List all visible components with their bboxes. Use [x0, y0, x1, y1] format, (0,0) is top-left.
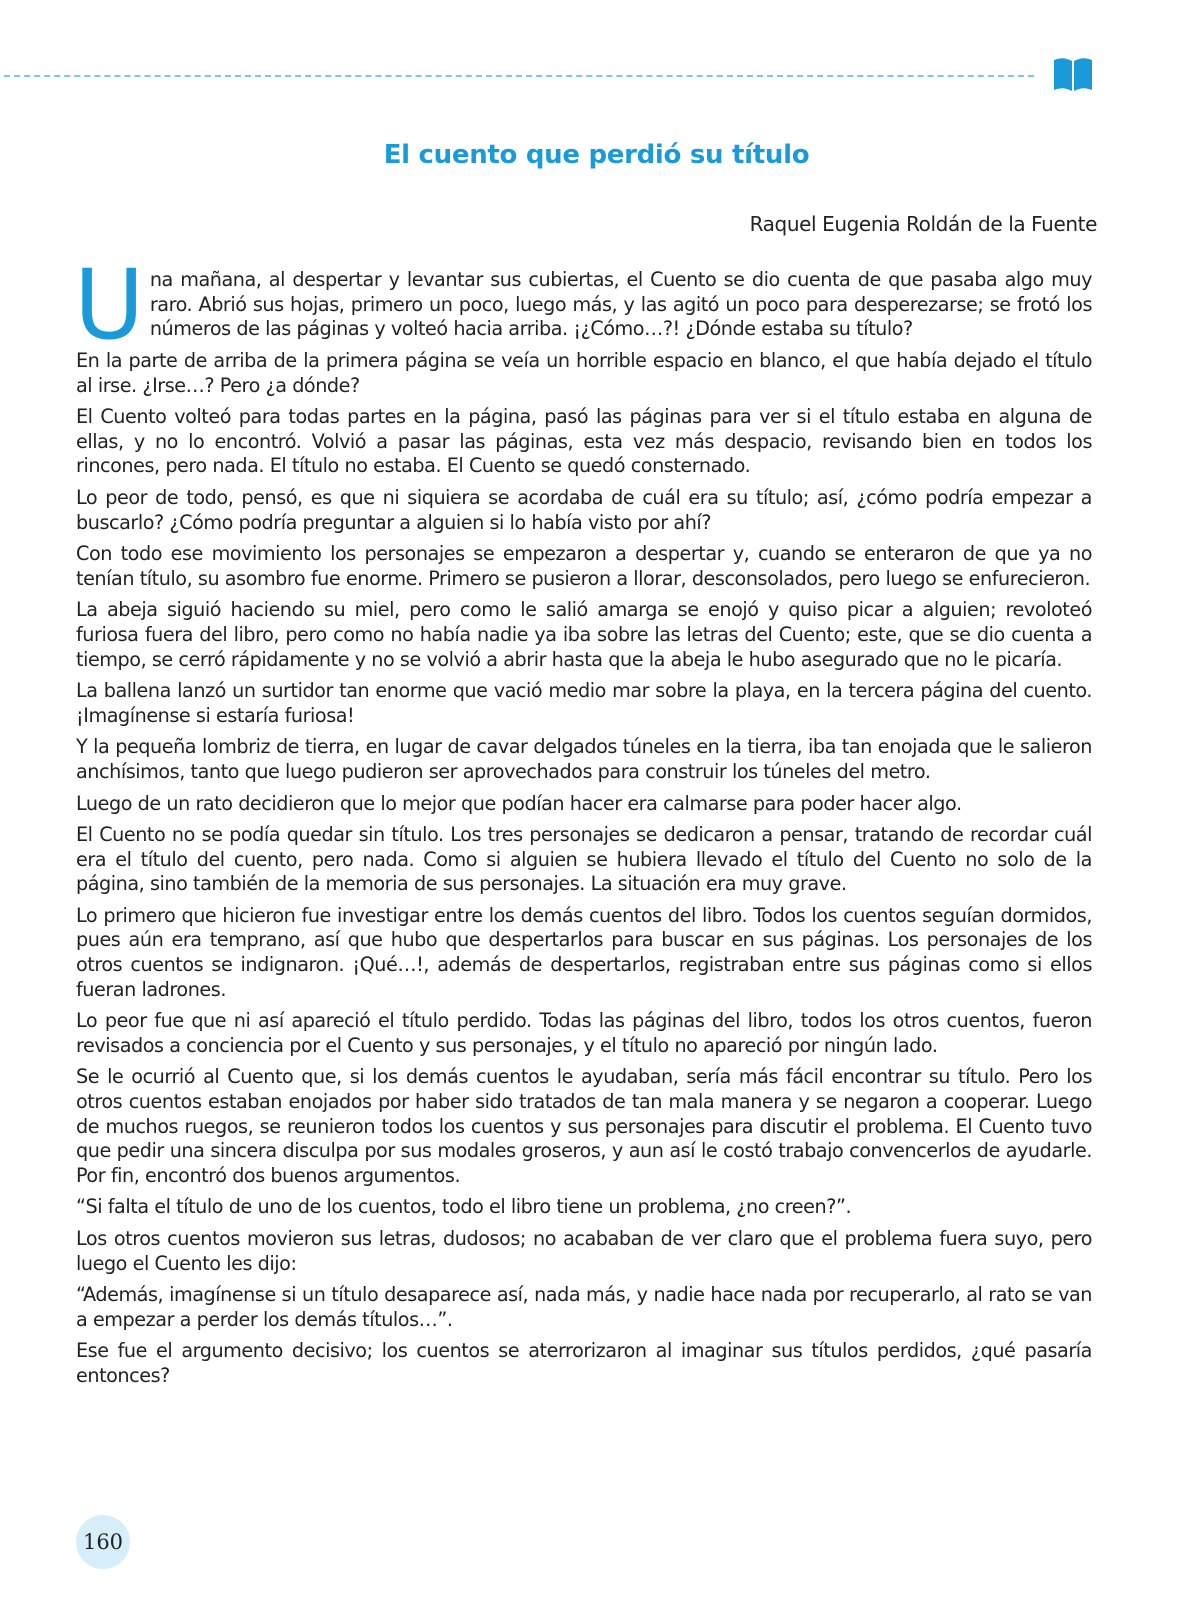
paragraph: Luego de un rato decidieron que lo mejor que podían hacer era calmarse para poder hacer algo. [76, 791, 962, 815]
paragraph: El Cuento volteó para todas partes en la página, pasó las páginas para ver si el título estaba en alguna de ellas, y no lo encontró. Volvió a pasar las páginas, esta vez más despacio, revisando bien en todos los rincones, pero nada. El título no estaba. El Cuento se quedó consternado. [76, 405, 1092, 478]
paragraph-1 [74, 249, 1092, 361]
paragraph: La abeja siguió haciendo su miel, pero como le salió amarga se enojó y quiso picar a alguien; revoloteó furiosa fuera del libro, pero como no había nadie ya iba sobre las letras del Cuento; este, que se dio cuenta a tiempo, se cerró rápidamente y no se volvió a abrir hasta que la abeja le hubo asegurado que no le picaría. [76, 598, 1092, 671]
story-body [74, 249, 1092, 1396]
header-dashed-rule [4, 75, 1034, 77]
paragraph: “Además, imagínense si un título desaparece así, nada más, y nadie hace nada por recuperarlo, al rato se van a empezar a perder los demás títulos…”. [76, 1283, 1092, 1331]
story-title: El cuento que perdió su título [383, 140, 810, 170]
paragraph: En la parte de arriba de la primera página se veía un horrible espacio en blanco, el que había dejado el título al irse. ¿Irse…? Pero ¿a dónde? [76, 349, 1092, 397]
paragraph: Lo peor fue que ni así apareció el título perdido. Todas las páginas del libro, todos los otros cuentos, fueron revisados a conciencia por el Cuento y sus personajes, y el título no apareció por ningún lado. [76, 1009, 1092, 1057]
drop-cap: U [74, 249, 144, 361]
paragraph: Lo peor de todo, pensó, es que ni siquiera se acordaba de cuál era su título; así, ¿cómo podría empezar a buscarlo? ¿Cómo podría preguntar a alguien si lo había visto por ahí? [76, 485, 1092, 534]
page-number: 160 [76, 1515, 130, 1569]
paragraph: Los otros cuentos movieron sus letras, dudosos; no acababan de ver claro que el problema fuera suyo, pero luego el Cuento les dijo: [76, 1227, 1092, 1275]
paragraph: La ballena lanzó un surtidor tan enorme que vació medio mar sobre la playa, en la tercera página del cuento. ¡Imagínense si estaría furiosa! [76, 679, 1092, 727]
paragraph: “Si falta el título de uno de los cuentos, todo el libro tiene un problema, ¿no creen?”. [76, 1195, 852, 1219]
story-author: Raquel Eugenia Roldán de la Fuente [749, 212, 1097, 236]
paragraph-1-text: na mañana, al despertar y levantar sus cubiertas, el Cuento se dio cuenta de que pasaba algo muy raro. Abrió sus hojas, primero un poco, luego más, y las agitó un poco para desperezarse; se frotó los números de las páginas y volteó hacia arriba. ¡¿Cómo…?! ¿Dónde estaba su título? [149, 268, 1092, 341]
paragraph: Se le ocurrió al Cuento que, si los demás cuentos le ayudaban, sería más fácil encontrar su título. Pero los otros cuentos estaban enojados por haber sido tratados de tan mala manera y se negaron a cooperar. Luego de muchos ruegos, se reunieron todos los cuentos y sus personajes para discutir el problema. El Cuento tuvo que pedir una sincera disculpa por sus modales groseros, y aun así le costó trabajo convencerlos de ayudarle. Por fin, encontró dos buenos argumentos. [76, 1065, 1092, 1187]
paragraph: Ese fue el argumento decisivo; los cuentos se aterrorizaron al imaginar sus títulos perdidos, ¿qué pasaría entonces? [76, 1339, 1092, 1387]
paragraph: Con todo ese movimiento los personajes se empezaron a despertar y, cuando se enteraron de que ya no tenían título, su asombro fue enorme. Primero se pusieron a llorar, desconsolados, pero luego se enfurecieron. [76, 542, 1092, 590]
paragraph: Y la pequeña lombriz de tierra, en lugar de cavar delgados túneles en la tierra, iba tan enojada que le salieron anchísimos, tanto que luego pudieron ser aprovechados para construir los túneles del metro. [76, 735, 1092, 783]
paragraph: Lo primero que hicieron fue investigar entre los demás cuentos del libro. Todos los cuentos seguían dormidos, pues aún era temprano, así que hubo que despertarlos para buscar en sus páginas. Los personajes de los otros cuentos se indignaron. ¡Qué…!, además de despertarlos, registraban entre sus páginas como si ellos fueran ladrones. [76, 903, 1092, 1001]
book-icon [1052, 54, 1094, 94]
paragraph: El Cuento no se podía quedar sin título. Los tres personajes se dedicaron a pensar, tratando de recordar cuál era el título del cuento, pero nada. Como si alguien se hubiera llevado el título del Cuento no solo de la página, sino también de la memoria de sus personajes. La situación era muy grave. [76, 823, 1092, 896]
